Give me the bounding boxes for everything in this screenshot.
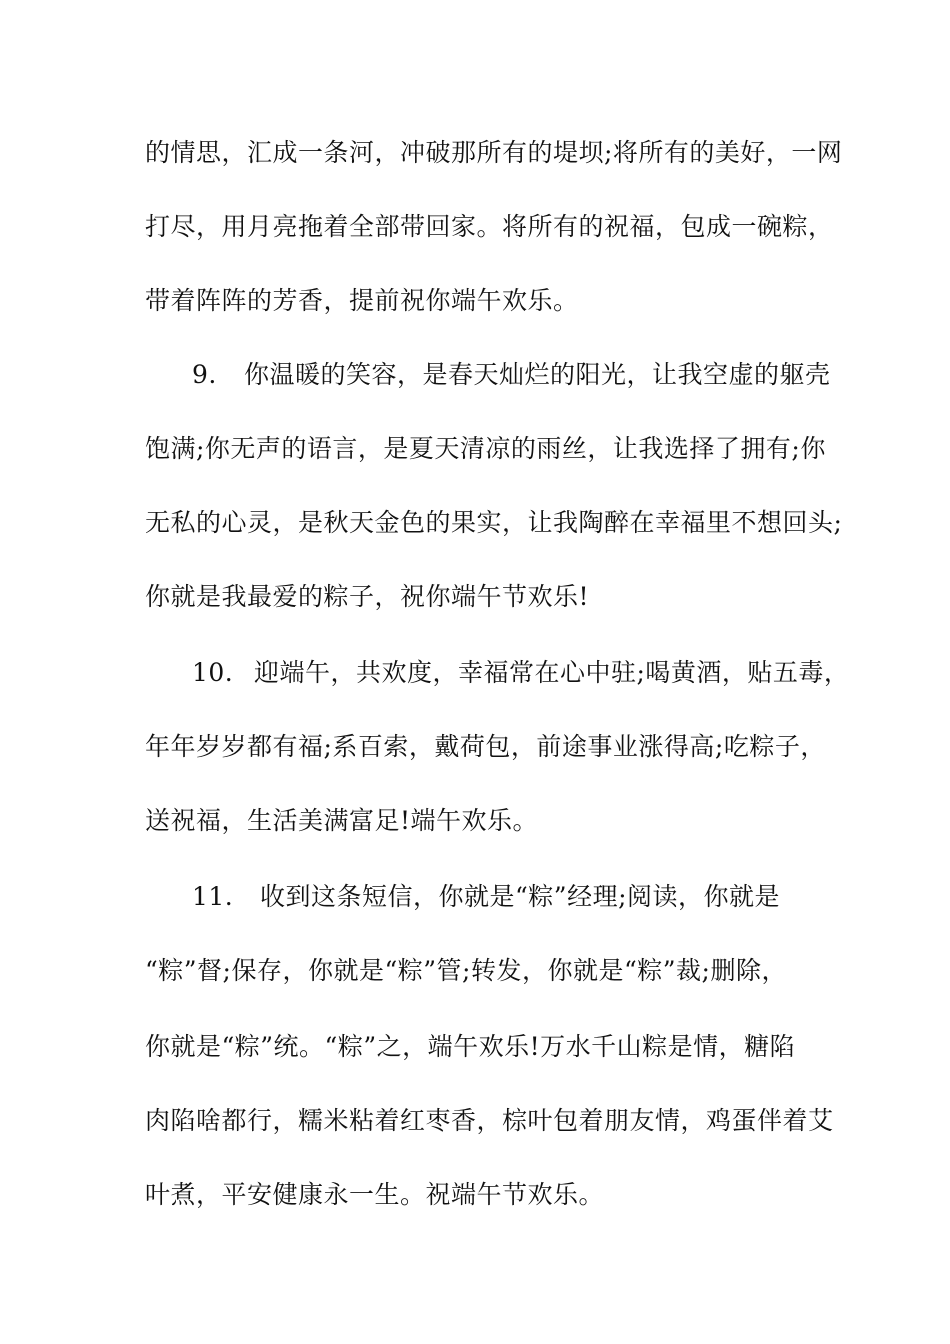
paragraph-10-line-3: 送祝福，生活美满富足!端午欢乐。	[145, 806, 539, 835]
paragraph-11-number: 11.	[192, 882, 234, 911]
paragraph-8-line-1: 的情思，汇成一条河，冲破那所有的堤坝;将所有的美好，一网	[145, 138, 843, 167]
paragraph-11-line-4: 肉陷啥都行，糯米粘着红枣香，棕叶包着朋友情，鸡蛋伴着艾	[145, 1106, 834, 1135]
paragraph-10-number: 10.	[192, 658, 234, 687]
paragraph-11-line-5: 叶煮，平安健康永一生。祝端午节欢乐。	[145, 1180, 605, 1209]
paragraph-9-line-1-text: 你温暖的笑容，是春天灿烂的阳光，让我空虚的躯壳	[244, 360, 831, 389]
paragraph-8-line-3: 带着阵阵的芳香，提前祝你端午欢乐。	[145, 286, 579, 315]
paragraph-9-line-2: 饱满;你无声的语言，是夏天清凉的雨丝，让我选择了拥有;你	[145, 434, 826, 463]
paragraph-10-line-2: 年年岁岁都有福;系百索，戴荷包，前途事业涨得高;吃粽子，	[145, 732, 826, 761]
paragraph-10-line-1	[192, 658, 849, 688]
paragraph-9-line-3: 无私的心灵，是秋天金色的果实，让我陶醉在幸福里不想回头;	[145, 508, 843, 537]
paragraph-11-line-1	[192, 882, 780, 912]
paragraph-11-line-2: “粽”督;保存，你就是“粽”管;转发，你就是“粽”裁;删除，	[145, 956, 787, 985]
paragraph-9-number: 9.	[192, 360, 217, 389]
paragraph-9-line-1	[192, 360, 831, 390]
paragraph-10-line-1-text: 迎端午，共欢度，幸福常在心中驻;喝黄酒，贴五毒，	[254, 658, 850, 687]
paragraph-9-line-4: 你就是我最爱的粽子，祝你端午节欢乐!	[145, 582, 590, 611]
paragraph-8-line-2: 打尽，用月亮拖着全部带回家。将所有的祝福，包成一碗粽，	[145, 212, 834, 241]
paragraph-11-line-1-text: 收到这条短信，你就是“粽”经理;阅读，你就是	[260, 882, 780, 911]
paragraph-11-line-3: 你就是“粽”统。“粽”之，端午欢乐!万水千山粽是情，糖陷	[145, 1032, 796, 1061]
